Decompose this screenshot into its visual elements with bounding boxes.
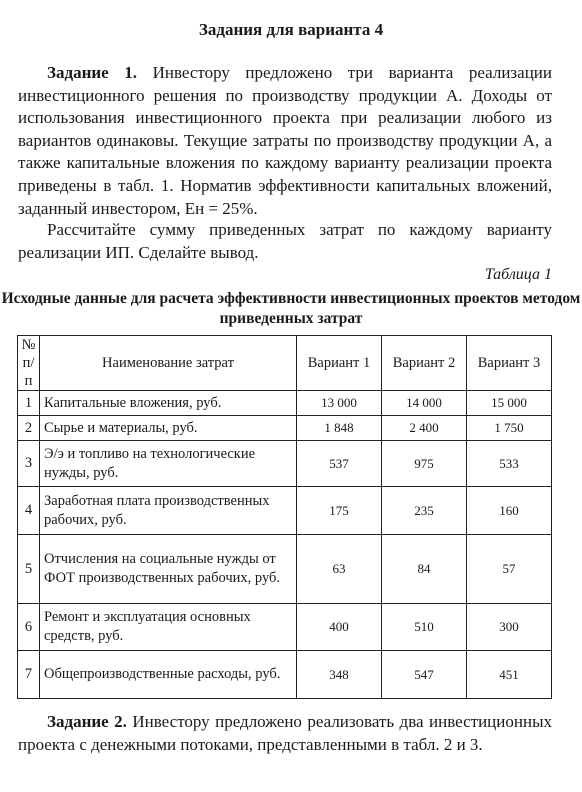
- header-variant-2: Вариант 2: [382, 336, 467, 391]
- row-variant-2: 235: [382, 487, 467, 535]
- row-name: Ремонт и эксплуатация основных средств, руб.: [40, 604, 297, 651]
- data-table: [17, 335, 552, 699]
- table-title: Исходные данные для расчета эффективности инвестиционных проектов методом приведенных затрат: [1, 290, 581, 327]
- table-row: [18, 391, 552, 416]
- row-variant-1: 537: [297, 441, 382, 487]
- table-row: [18, 651, 552, 699]
- row-name: Э/э и топливо на технологические нужды, руб.: [40, 441, 297, 487]
- row-variant-3: 160: [467, 487, 552, 535]
- task1-text: Инвестору предложено три варианта реализации инвестиционного решения по производству продукции А. Доходы от использования инвестиционного проекта при реализации любого из вариантов одинаковы. Текущие затраты по производству продукции А, а также капитальные вложения по каждому варианту реализации проекта приведены в табл. 1. Норматив эффективности капитальных вложений, заданный инвестором, Ен = 25%.: [18, 63, 552, 218]
- header-number: № п/п: [18, 336, 40, 391]
- row-variant-1: 175: [297, 487, 382, 535]
- table-row: [18, 441, 552, 487]
- task1-paragraph-2: Рассчитайте сумму приведенных затрат по каждому варианту реализации ИП. Сделайте вывод.: [18, 220, 552, 262]
- header-variant-3: Вариант 3: [467, 336, 552, 391]
- row-variant-1: 63: [297, 535, 382, 604]
- row-name: Заработная плата производственных рабочих, руб.: [40, 487, 297, 535]
- row-name: Капитальные вложения, руб.: [40, 391, 297, 416]
- row-variant-2: 84: [382, 535, 467, 604]
- row-name: Общепроизводственные расходы, руб.: [40, 651, 297, 699]
- task1-label: Задание 1.: [47, 63, 138, 82]
- row-variant-2: 975: [382, 441, 467, 487]
- row-variant-3: 300: [467, 604, 552, 651]
- row-variant-2: 2 400: [382, 416, 467, 441]
- row-number: 4: [18, 487, 40, 535]
- row-variant-1: 400: [297, 604, 382, 651]
- task2-label: Задание 2.: [47, 712, 127, 731]
- row-number: 5: [18, 535, 40, 604]
- task2-text: Инвестору предложено реализовать два инвестиционных проекта с денежными потоками, представленными в табл. 2 и 3.: [18, 712, 552, 754]
- row-number: 2: [18, 416, 40, 441]
- row-name: Отчисления на социальные нужды от ФОТ производственных рабочих, руб.: [40, 535, 297, 604]
- row-variant-3: 533: [467, 441, 552, 487]
- row-variant-2: 510: [382, 604, 467, 651]
- task2-paragraph: [18, 711, 552, 756]
- table-label: Таблица 1: [484, 266, 552, 283]
- page-title: Задания для варианта 4: [198, 20, 384, 39]
- row-variant-1: 1 848: [297, 416, 382, 441]
- row-variant-2: 547: [382, 651, 467, 699]
- table-row: [18, 604, 552, 651]
- row-variant-3: 1 750: [467, 416, 552, 441]
- row-variant-3: 451: [467, 651, 552, 699]
- row-variant-1: 348: [297, 651, 382, 699]
- row-name: Сырье и материалы, руб.: [40, 416, 297, 441]
- row-variant-3: 57: [467, 535, 552, 604]
- table-row: [18, 535, 552, 604]
- row-variant-3: 15 000: [467, 391, 552, 416]
- table-row: [18, 416, 552, 441]
- table-row: [18, 487, 552, 535]
- row-variant-2: 14 000: [382, 391, 467, 416]
- row-number: 1: [18, 391, 40, 416]
- header-variant-1: Вариант 1: [297, 336, 382, 391]
- task1-paragraph: [18, 62, 552, 220]
- table-header-row: [18, 336, 552, 391]
- row-number: 7: [18, 651, 40, 699]
- row-number: 6: [18, 604, 40, 651]
- row-variant-1: 13 000: [297, 391, 382, 416]
- header-name: Наименование затрат: [40, 336, 297, 391]
- row-number: 3: [18, 441, 40, 487]
